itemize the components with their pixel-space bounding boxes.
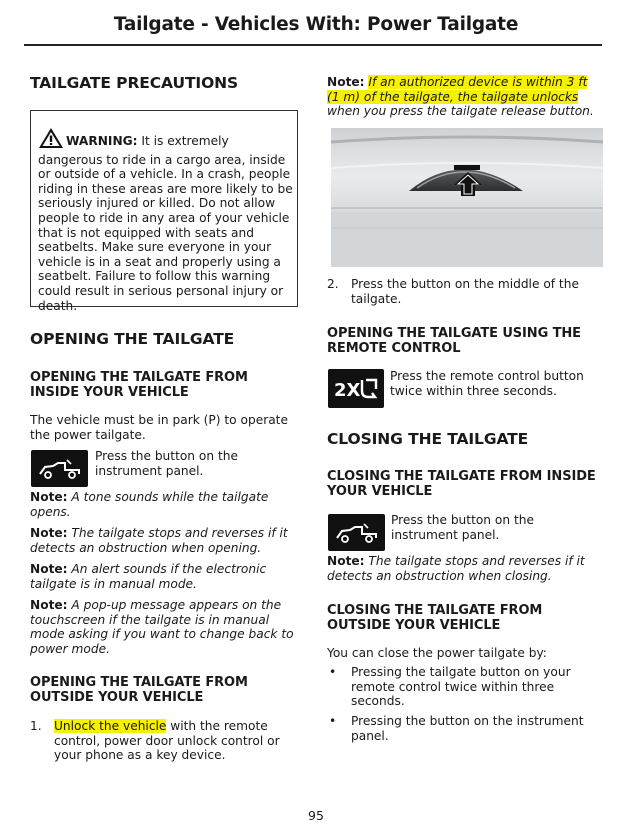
step-2-number: 2. [327, 277, 339, 291]
step-1-text: Unlock the vehicle with the remote control, power door unlock control or your phone as a key device. [54, 719, 280, 763]
closing-intro: You can close the power tailgate by: [327, 646, 547, 660]
note-authorized-device: Note: If an authorized device is within 3 ft (1 m) of the tailgate, the tailgate unlocks when you press the tailgate release button. [327, 75, 594, 119]
page-number: 95 [308, 808, 324, 823]
warning-triangle-icon [38, 127, 64, 153]
warning-label: WARNING: [66, 134, 138, 148]
page-title: Tailgate - Vehicles With: Power Tailgate [113, 14, 519, 35]
remote-text: Press the remote control button twice within three seconds. [390, 369, 584, 398]
tailgate-button-icon [31, 450, 88, 487]
note-popup-message: Note: A pop-up message appears on the touchscreen if the tailgate is in manual mode asking if you want to change back to power mode. [30, 598, 294, 656]
opening-heading: OPENING THE TAILGATE [30, 330, 235, 348]
svg-text:2X: 2X [334, 380, 361, 401]
opening-remote-heading: OPENING THE TAILGATE USING THE REMOTE CONTROL [327, 326, 581, 356]
note-alert-manual: Note: An alert sounds if the electronic tailgate is in manual mode. [30, 562, 267, 591]
warning-body: It is extremely dangerous to ride in a cargo area, inside or outside of a vehicle. In a crash, people riding in these areas are more likely to be seriously injured or killed. Do not allow people to ride in any area of your vehicle that is not equipped with seats and seatbelts. Make sure everyone in your vehicle is in a seat and properly using a seatbelt. Failure to follow this warning could result in serious personal injury or death. [38, 134, 293, 313]
remote-2x-icon [328, 369, 384, 408]
step-2-text: Press the button on the middle of the tailgate. [351, 277, 579, 306]
title-divider [24, 44, 602, 46]
bullet-instrument: Pressing the button on the instrument panel. [351, 714, 584, 743]
tailgate-button-photo [331, 128, 603, 267]
closing-outside-heading: CLOSING THE TAILGATE FROM OUTSIDE YOUR VEHICLE [327, 603, 543, 633]
unlock-highlight: Unlock the vehicle [54, 719, 167, 733]
opening-inside-heading: OPENING THE TAILGATE FROM INSIDE YOUR VEHICLE [30, 370, 248, 400]
closing-inside-heading: CLOSING THE TAILGATE FROM INSIDE YOUR VEHICLE [327, 469, 596, 499]
authorized-device-highlight: If an authorized device is within 3 ft (1 m) of the tailgate, the tailgate unlocks [327, 75, 588, 104]
closing-instrument-text: Press the button on the instrument panel. [391, 513, 534, 542]
note-obstruction-closing: Note: The tailgate stops and reverses if it detects an obstruction when closing. [327, 554, 585, 583]
warning-text-block [38, 127, 296, 313]
instrument-panel-text: Press the button on the instrument panel. [95, 449, 238, 478]
opening-outside-heading: OPENING THE TAILGATE FROM OUTSIDE YOUR VEHICLE [30, 675, 248, 705]
note-tone: Note: A tone sounds while the tailgate opens. [30, 490, 269, 519]
warning-box [30, 110, 298, 313]
bullet-marker: • [329, 714, 337, 728]
closing-heading: CLOSING THE TAILGATE [327, 430, 529, 448]
bullet-remote: Pressing the tailgate button on your remote control twice within three seconds. [351, 665, 571, 709]
step-1-number: 1. [30, 719, 42, 733]
tailgate-button-icon-closing [328, 514, 385, 551]
note-obstruction-opening: Note: The tailgate stops and reverses if it detects an obstruction when opening. [30, 526, 288, 555]
park-requirement-text: The vehicle must be in park (P) to operate the power tailgate. [30, 413, 288, 442]
bullet-marker: • [329, 665, 337, 679]
precautions-heading: TAILGATE PRECAUTIONS [30, 74, 239, 92]
